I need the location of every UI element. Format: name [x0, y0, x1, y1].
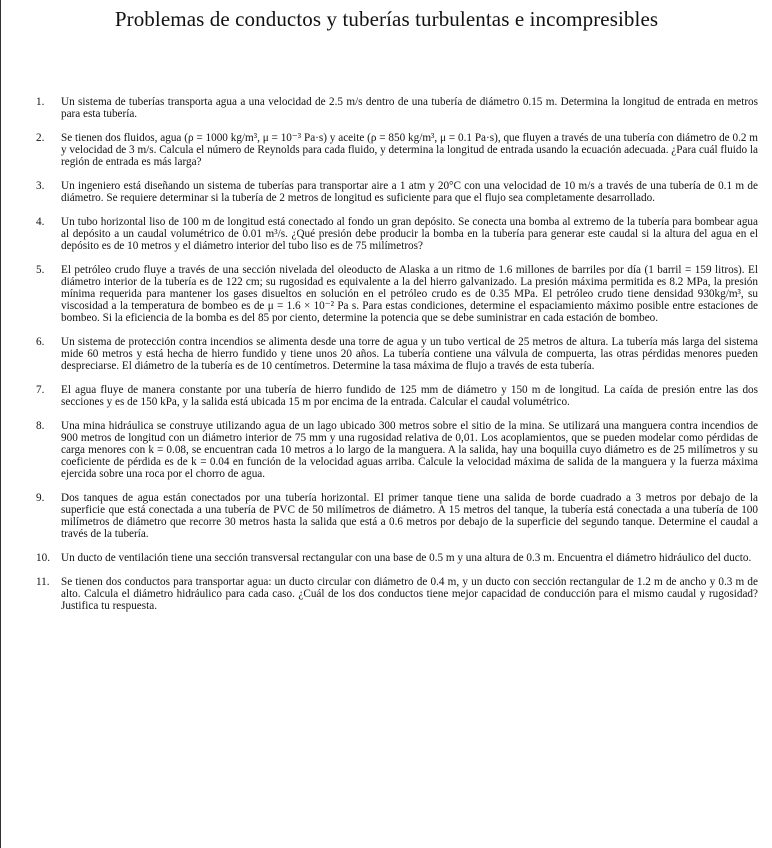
problem-text: Se tienen dos fluidos, agua (ρ = 1000 kg/m³, μ = 10⁻³ Pa·s) y aceite (ρ = 850 kg/m³, μ = 0.1 Pa·s), que fluyen a través de una tubería con diámetro de 0.2 m y velocidad de 3 m/s. Calcula el número de Reynolds para cada fluido, y determina la longitud de entrada usando la ecuación adecuada. ¿Para cuál fluido la región de entrada es más larga?	[61, 132, 758, 168]
problem-number: 5.	[36, 264, 45, 276]
problem-text: Un sistema de tuberías transporta agua a una velocidad de 2.5 m/s dentro de una tubería de diámetro 0.15 m. Determina la longitud de entrada en metros para esta tubería.	[61, 96, 758, 120]
page-title: Problemas de conductos y tuberías turbulentas e incompresibles	[114, 7, 659, 31]
list-item	[36, 132, 758, 168]
problem-number: 7.	[36, 384, 45, 396]
problem-number: 2.	[36, 132, 45, 144]
list-item	[36, 180, 758, 204]
list-item	[36, 576, 758, 612]
problem-number: 3.	[36, 180, 45, 192]
list-item	[36, 336, 758, 372]
problem-number: 1.	[36, 96, 45, 108]
list-item	[36, 384, 758, 408]
list-item	[36, 216, 758, 252]
problem-number: 10.	[36, 552, 50, 564]
problem-number: 4.	[36, 216, 45, 228]
problem-text: Un ingeniero está diseñando un sistema de tuberías para transportar aire a 1 atm y 20°C con una velocidad de 10 m/s a través de una tubería de 0.1 m de diámetro. Se requiere determinar si la tubería de 2 metros de longitud es suficiente para que el flujo sea completamente desarrollado.	[61, 180, 758, 204]
list-item	[36, 264, 758, 324]
problem-text: Se tienen dos conductos para transportar agua: un ducto circular con diámetro de 0.4 m, y un ducto con sección rectangular de 1.2 m de ancho y 0.3 m de alto. Calcula el diámetro hidráulico para cada caso. ¿Cuál de los dos conductos tiene mejor capacidad de conducción para el mismo caudal y rugosidad? Justifica tu respuesta.	[61, 576, 758, 612]
list-item	[36, 420, 758, 480]
problem-text: El petróleo crudo fluye a través de una sección nivelada del oleoducto de Alaska a un ritmo de 1.6 millones de barriles por día (1 barril = 159 litros). El diámetro interior de la tubería es de 122 cm; su rugosidad es equivalente a la del hierro galvanizado. La presión máxima permitida es 8.2 MPa, la presión mínima requerida para mantener los gases disueltos en solución en el petróleo crudo es de 0.35 MPa. El petróleo crudo tiene densidad 930kg/m³, su viscosidad a la temperatura de bombeo es de μ = 1.6 × 10⁻² Pa s. Para estas condiciones, determine el espaciamiento máximo posible entre estaciones de bombeo. Si la eficiencia de la bomba es del 85 por ciento, determine la potencia que se debe suministrar en cada estación de bombeo.	[61, 264, 758, 324]
list-item	[36, 552, 758, 564]
problem-text: Una mina hidráulica se construye utilizando agua de un lago ubicado 300 metros sobre el sitio de la mina. Se utilizará una manguera contra incendios de 900 metros de longitud con un diámetro interior de 75 mm y una rugosidad relativa de 0,01. Los acoplamientos, que se pueden modelar como pérdidas de carga menores con k = 0.08, se encuentran cada 10 metros a lo largo de la manguera. A la salida, hay una boquilla cuyo diámetro es de 25 milímetros y su coeficiente de pérdida es de k = 0.04 en función de la velocidad aguas arriba. Calcule la velocidad máxima de salida de la manguera y la fuerza máxima ejercida sobre una roca por el chorro de agua.	[61, 420, 758, 480]
problem-list	[36, 96, 758, 624]
problem-number: 11.	[36, 576, 50, 588]
problem-number: 6.	[36, 336, 45, 348]
problem-number: 9.	[36, 492, 45, 504]
problem-text: Un ducto de ventilación tiene una sección transversal rectangular con una base de 0.5 m y una altura de 0.3 m. Encuentra el diámetro hidráulico del ducto.	[61, 552, 752, 564]
problem-text: Un sistema de protección contra incendios se alimenta desde una torre de agua y un tubo vertical de 25 metros de altura. La tubería más larga del sistema mide 60 metros y está hecha de hierro fundido y tiene unos 20 años. La tubería contiene una válvula de compuerta, las otras pérdidas menores pueden despreciarse. El diámetro de la tubería es de 10 centímetros. Determine la tasa máxima de flujo a través de esta tubería.	[61, 336, 758, 372]
problem-text: Dos tanques de agua están conectados por una tubería horizontal. El primer tanque tiene una salida de borde cuadrado a 3 metros por debajo de la superficie que está conectada a una tubería de PVC de 50 milímetros de diámetro. A 15 metros del tanque, la tubería está conectada a una tubería de 100 milímetros de diámetro que recorre 30 metros hasta la salida que está a 0.6 metros por debajo de la superficie del segundo tanque. Determine el caudal a través de la tubería.	[61, 492, 758, 540]
problem-text: Un tubo horizontal liso de 100 m de longitud está conectado al fondo un gran depósito. Se conecta una bomba al extremo de la tubería para bombear agua al depósito a un caudal volumétrico de 0.01 m³/s. ¿Qué presión debe producir la bomba en la tubería para generar este caudal si la altura del agua en el depósito es de 10 metros y el diámetro interior del tubo liso es de 75 milímetros?	[61, 216, 758, 252]
problem-number: 8.	[36, 420, 45, 432]
list-item	[36, 492, 758, 540]
problem-text: El agua fluye de manera constante por una tubería de hierro fundido de 125 mm de diámetro y 150 m de longitud. La caída de presión entre las dos secciones y es de 150 kPa, y la salida está ubicada 15 m por encima de la entrada. Calcular el caudal volumétrico.	[61, 384, 758, 408]
list-item	[36, 96, 758, 120]
